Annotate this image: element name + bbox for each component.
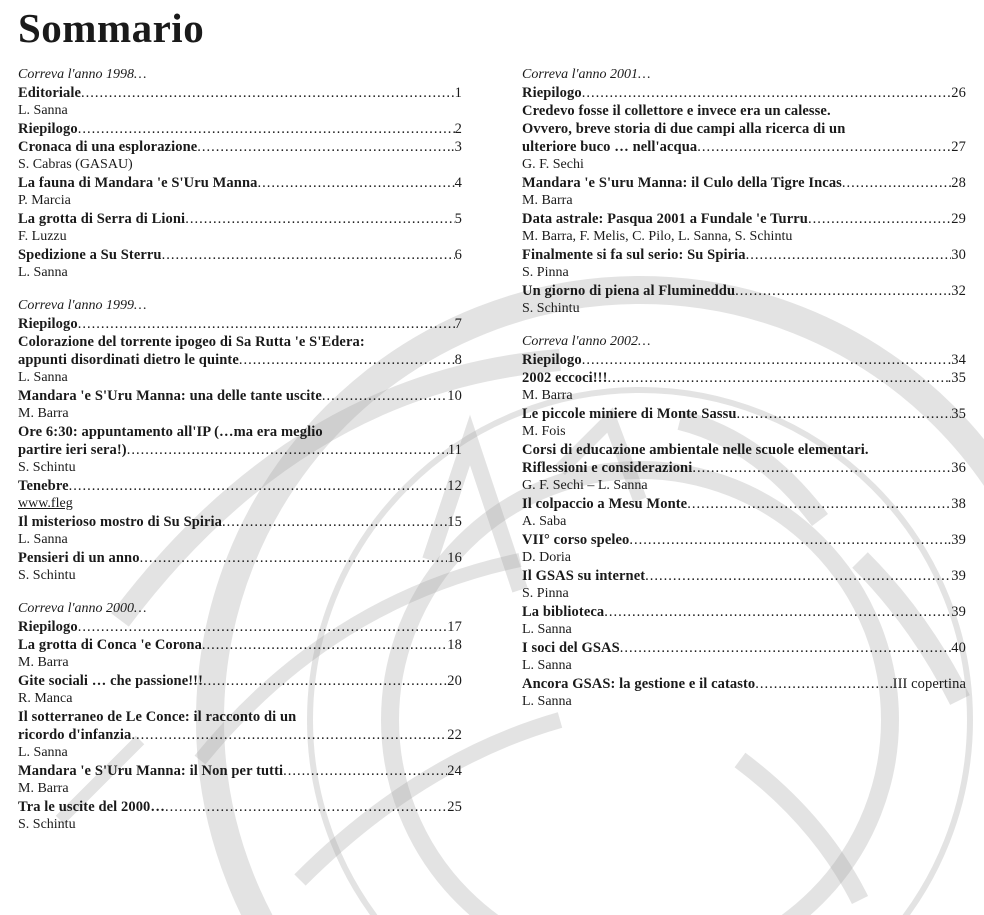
entry-author: G. F. Sechi – L. Sanna xyxy=(522,478,648,493)
page-number: 20 xyxy=(447,673,462,689)
entry-author: M. Barra xyxy=(522,193,573,208)
toc-entry xyxy=(522,282,966,318)
dot-leader xyxy=(697,138,951,156)
toc-section xyxy=(522,66,966,318)
entry-title: Riflessioni e considerazioni xyxy=(522,460,693,476)
dot-leader xyxy=(283,762,447,780)
entry-title: La fauna di Mandara 'e S'Uru Manna xyxy=(18,175,258,191)
toc-entry xyxy=(522,495,966,531)
toc-entry-line xyxy=(18,477,462,495)
toc-entry-line xyxy=(522,567,966,585)
toc-entry-line-continued xyxy=(522,120,966,138)
entry-title: ulteriore buco … nell'acqua xyxy=(522,139,698,155)
toc-entry-line xyxy=(18,762,462,780)
entry-author: P. Marcia xyxy=(18,193,71,208)
dot-leader xyxy=(131,726,447,744)
entry-author: L. Sanna xyxy=(522,694,572,709)
page-number: 39 xyxy=(951,604,966,620)
page-number: 17 xyxy=(447,619,462,635)
dot-leader xyxy=(582,351,948,369)
entry-title: Credevo fosse il collettore e invece era un calesse. xyxy=(522,103,831,119)
toc-section xyxy=(18,600,462,834)
toc-entry-line xyxy=(522,459,966,477)
dot-leader xyxy=(197,138,451,156)
toc-entry-line xyxy=(522,603,966,621)
toc-entry-line xyxy=(522,282,966,300)
toc-entry-line-continued xyxy=(18,708,462,726)
dot-leader xyxy=(127,441,448,459)
section-year-heading: Correva l'anno 2001… xyxy=(522,67,651,82)
page-number: .3 xyxy=(450,139,462,155)
toc-entry xyxy=(522,603,966,639)
toc-entry xyxy=(522,102,966,174)
toc-entry-line xyxy=(18,441,462,459)
entry-title: Data astrale: Pasqua 2001 a Fundale 'e Turru xyxy=(522,211,808,227)
toc-entry xyxy=(18,636,462,672)
toc-entry xyxy=(18,84,462,120)
entry-title: Mandara 'e S'Uru Manna: il Non per tutti xyxy=(18,763,284,779)
dot-leader xyxy=(81,84,455,102)
entry-author: L. Sanna xyxy=(18,370,68,385)
toc-entry-line xyxy=(522,531,966,549)
toc-entry-line xyxy=(522,84,966,102)
dot-leader xyxy=(78,315,455,333)
page-number: 39 xyxy=(951,568,966,584)
toc-entry-line xyxy=(522,639,966,657)
entry-title: 2002 eccoci!!! xyxy=(522,370,608,386)
page-number: 38 xyxy=(951,496,966,512)
entry-title: Mandara 'e S'Uru Manna: una delle tante uscite xyxy=(18,388,322,404)
dot-leader xyxy=(735,282,947,300)
toc-entry-line xyxy=(18,351,462,369)
toc-section xyxy=(18,66,462,282)
toc-entry xyxy=(18,762,462,798)
entry-title: Riepilogo xyxy=(18,316,78,332)
entry-title: Pensieri di un anno xyxy=(18,550,140,566)
dot-leader xyxy=(222,513,447,531)
entry-author: S. Schintu xyxy=(18,568,76,583)
dot-leader xyxy=(620,639,952,657)
entry-title: Un giorno di piena al Flumineddu xyxy=(522,283,736,299)
toc-entry xyxy=(522,246,966,282)
toc-entry-line xyxy=(18,120,462,138)
toc-entry xyxy=(522,405,966,441)
toc-entry-line xyxy=(522,174,966,192)
page-number: 5 xyxy=(454,211,462,227)
toc-entry-line xyxy=(18,618,462,636)
page-number: 36 xyxy=(951,460,966,476)
toc-entry xyxy=(18,549,462,585)
toc-entry-line-continued xyxy=(18,423,462,441)
dot-leader xyxy=(582,84,952,102)
section-year-heading: Correva l'anno 1998… xyxy=(18,67,147,82)
dot-leader xyxy=(608,369,948,387)
entry-title: Gite sociali … che passione!!! xyxy=(18,673,204,689)
toc-entry xyxy=(18,174,462,210)
toc-section xyxy=(18,297,462,585)
toc-entry-line xyxy=(522,675,966,693)
page-number: 18 xyxy=(447,637,462,653)
page-number: 22 xyxy=(447,727,462,743)
entry-author: S. Schintu xyxy=(18,460,76,475)
toc-entry-line xyxy=(18,210,462,228)
toc-entry xyxy=(18,210,462,246)
page-number: .34 xyxy=(947,352,966,368)
page-number: 40 xyxy=(951,640,966,656)
section-year-heading: Correva l'anno 1999… xyxy=(18,298,147,313)
page-number: 15 xyxy=(447,514,462,530)
entry-author: S. Pinna xyxy=(522,265,569,280)
dot-leader xyxy=(755,675,892,693)
page-number: 4 xyxy=(454,175,462,191)
entry-author: L. Sanna xyxy=(18,532,68,547)
dot-leader xyxy=(736,405,951,423)
entry-author: M. Fois xyxy=(522,424,566,439)
toc-entry-line xyxy=(18,672,462,690)
dot-leader xyxy=(687,495,951,513)
page-title: Sommario xyxy=(18,5,205,51)
toc-entry xyxy=(522,351,966,369)
page-number: 6 xyxy=(454,247,462,263)
entry-title: VII° corso speleo xyxy=(522,532,630,548)
entry-author: S. Cabras (GASAU) xyxy=(18,157,133,172)
entry-title: Il misterioso mostro di Su Spiria xyxy=(18,514,223,530)
entry-author: S. Schintu xyxy=(522,301,580,316)
page-number: 30 xyxy=(951,247,966,263)
toc-entry-line xyxy=(522,369,966,387)
entry-title: Colorazione del torrente ipogeo di Sa Rutta 'e S'Edera: xyxy=(18,334,365,350)
entry-title: La biblioteca xyxy=(522,604,605,620)
entry-title: La grotta di Serra di Lioni xyxy=(18,211,186,227)
section-year-heading: Correva l'anno 2000… xyxy=(18,601,147,616)
entry-author: D. Doria xyxy=(522,550,571,565)
author-link[interactable]: www.fleg xyxy=(18,496,73,511)
toc-entry xyxy=(522,210,966,246)
toc-column-left xyxy=(18,66,462,849)
entry-title: Riepilogo xyxy=(18,121,78,137)
toc-entry-line xyxy=(18,636,462,654)
toc-entry xyxy=(18,387,462,423)
entry-author: L. Sanna xyxy=(522,622,572,637)
entry-title: Cronaca di una esplorazione xyxy=(18,139,198,155)
toc-entry-line xyxy=(522,351,966,369)
toc-entry xyxy=(522,369,966,405)
entry-author: L. Sanna xyxy=(18,103,68,118)
entry-author: R. Manca xyxy=(18,691,73,706)
dot-leader xyxy=(645,567,951,585)
entry-author: S. Schintu xyxy=(18,817,76,832)
toc-entry-line xyxy=(18,315,462,333)
toc-entry xyxy=(522,441,966,495)
section-year-heading: Correva l'anno 2002… xyxy=(522,334,651,349)
entry-author: A. Saba xyxy=(522,514,567,529)
page-number: 7 xyxy=(454,316,462,332)
toc-entry-line xyxy=(18,138,462,156)
page-number: 25 xyxy=(447,799,462,815)
dot-leader xyxy=(692,459,951,477)
page-number: 1 xyxy=(454,85,462,101)
toc-entry xyxy=(18,477,462,513)
toc-entry xyxy=(522,567,966,603)
dot-leader xyxy=(78,618,448,636)
page-number: 8 xyxy=(454,352,462,368)
toc-entry xyxy=(18,672,462,708)
entry-title: I soci del GSAS xyxy=(522,640,620,656)
toc-entry xyxy=(18,798,462,834)
page-number: 27 xyxy=(951,139,966,155)
toc-entry xyxy=(18,423,462,477)
toc-entry xyxy=(522,531,966,567)
entry-title: Il GSAS su internet xyxy=(522,568,646,584)
dot-leader xyxy=(203,672,447,690)
dot-leader xyxy=(629,531,947,549)
toc-entry-line xyxy=(18,549,462,567)
entry-title: Spedizione a Su Sterru xyxy=(18,247,162,263)
toc-entry-line xyxy=(18,246,462,264)
toc-section xyxy=(522,333,966,711)
dot-leader xyxy=(239,351,455,369)
entry-author: M. Barra xyxy=(18,655,69,670)
entry-author: L. Sanna xyxy=(522,658,572,673)
entry-title: Ovvero, breve storia di due campi alla ricerca di un xyxy=(522,121,846,137)
toc-entry-line xyxy=(18,798,462,816)
entry-author: F. Luzzu xyxy=(18,229,67,244)
entry-title: Riepilogo xyxy=(522,352,582,368)
dot-leader xyxy=(185,210,454,228)
dot-leader xyxy=(604,603,951,621)
page-number: .35 xyxy=(947,370,966,386)
toc-entry xyxy=(18,618,462,636)
page-number: 11 xyxy=(447,442,462,458)
toc-entry-line xyxy=(18,726,462,744)
entry-title: Ancora GSAS: la gestione e il catasto xyxy=(522,676,756,692)
entry-title: Finalmente si fa sul serio: Su Spiria xyxy=(522,247,746,263)
dot-leader xyxy=(842,174,951,192)
dot-leader xyxy=(162,246,455,264)
page-number: 29 xyxy=(951,211,966,227)
toc-entry xyxy=(522,639,966,675)
toc-entry xyxy=(522,84,966,102)
page-number: .32 xyxy=(947,283,966,299)
page-number: 2 xyxy=(454,121,462,137)
entry-title: Ore 6:30: appuntamento all'IP (…ma era meglio xyxy=(18,424,323,440)
toc-entry-line xyxy=(18,387,462,405)
toc-entry-line xyxy=(522,246,966,264)
entry-title: Tra le uscite del 2000… xyxy=(18,799,166,815)
toc-entry xyxy=(522,675,966,711)
toc-entry-line-continued xyxy=(18,333,462,351)
toc-entry-line xyxy=(18,84,462,102)
dot-leader xyxy=(140,549,448,567)
toc-entry-line xyxy=(522,210,966,228)
entry-title: Il colpaccio a Mesu Monte xyxy=(522,496,688,512)
page-number: 12 xyxy=(447,478,462,494)
entry-author: S. Pinna xyxy=(522,586,569,601)
toc-entry xyxy=(18,120,462,138)
toc-entry-line xyxy=(18,174,462,192)
entry-title: Le piccole miniere di Monte Sassu xyxy=(522,406,737,422)
dot-leader xyxy=(746,246,952,264)
entry-title: ricordo d'infanzia xyxy=(18,727,132,743)
entry-title: Tenebre xyxy=(18,478,69,494)
toc-entry xyxy=(18,246,462,282)
toc-entry xyxy=(522,174,966,210)
entry-title: Mandara 'e S'uru Manna: il Culo della Tigre Incas xyxy=(522,175,842,191)
dot-leader xyxy=(69,477,448,495)
page-number: 35 xyxy=(951,406,966,422)
toc-entry-line-continued xyxy=(522,441,966,459)
page-number: 16 xyxy=(447,550,462,566)
entry-author: M. Barra xyxy=(18,406,69,421)
entry-title: Riepilogo xyxy=(18,619,78,635)
toc-entry-line xyxy=(522,405,966,423)
entry-author: M. Barra xyxy=(18,781,69,796)
toc-entry xyxy=(18,333,462,387)
toc-column-right xyxy=(522,66,966,726)
dot-leader xyxy=(322,387,447,405)
entry-author: G. F. Sechi xyxy=(522,157,584,172)
toc-entry-line-continued xyxy=(522,102,966,120)
page-number: .39 xyxy=(947,532,966,548)
dot-leader xyxy=(78,120,455,138)
toc-entry-line xyxy=(522,495,966,513)
dot-leader xyxy=(808,210,951,228)
toc-entry-line xyxy=(522,138,966,156)
dot-leader xyxy=(165,798,447,816)
page-number: 26 xyxy=(951,85,966,101)
dot-leader xyxy=(202,636,447,654)
entry-author: M. Barra xyxy=(522,388,573,403)
page-number: 28 xyxy=(951,175,966,191)
entry-title: Il sotterraneo de Le Conce: il racconto di un xyxy=(18,709,297,725)
toc-entry xyxy=(18,513,462,549)
toc-entry xyxy=(18,708,462,762)
entry-author: L. Sanna xyxy=(18,265,68,280)
toc-entry xyxy=(18,315,462,333)
page-number: III copertina xyxy=(892,676,966,692)
entry-author: L. Sanna xyxy=(18,745,68,760)
page-number: 24 xyxy=(447,763,462,779)
entry-title: Editoriale xyxy=(18,85,82,101)
entry-title: Corsi di educazione ambientale nelle scuole elementari. xyxy=(522,442,869,458)
toc-entry xyxy=(18,138,462,174)
dot-leader xyxy=(257,174,454,192)
entry-title: appunti disordinati dietro le quinte xyxy=(18,352,239,368)
page-number: 10 xyxy=(447,388,462,404)
entry-title: partire ieri sera!) xyxy=(18,442,127,458)
entry-title: Riepilogo xyxy=(522,85,582,101)
entry-author: M. Barra, F. Melis, C. Pilo, L. Sanna, S. Schintu xyxy=(522,229,793,244)
entry-title: La grotta di Conca 'e Corona xyxy=(18,637,202,653)
toc-entry-line xyxy=(18,513,462,531)
